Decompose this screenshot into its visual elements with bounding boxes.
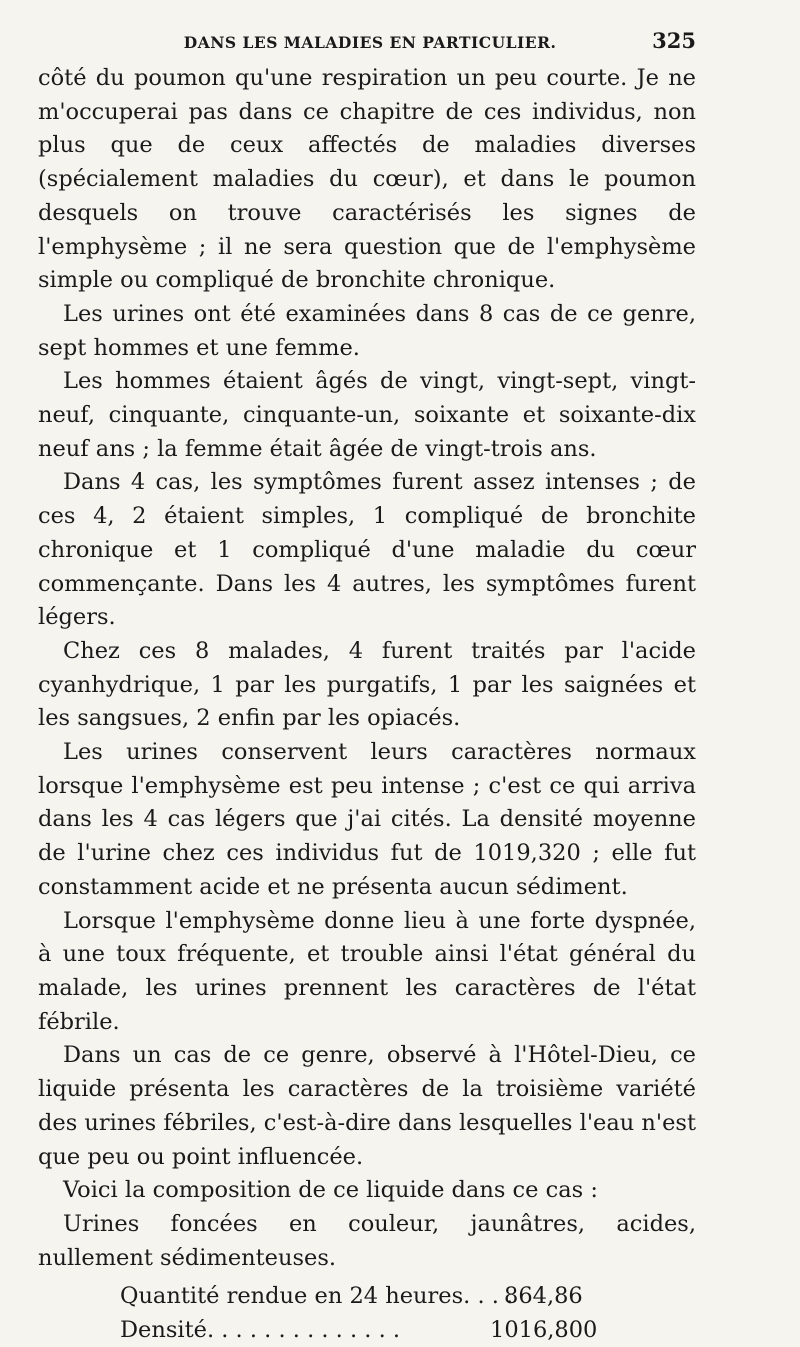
- paragraph: Dans un cas de ce genre, observé à l'Hôtel-Dieu, ce liquide présenta les caractères de la troisième variété des urines fébriles, c'est-à-dire dans lesquelles l'eau n'est que peu ou point influencée.: [38, 1042, 696, 1170]
- paragraph: Les urines ont été examinées dans 8 cas de ce genre, sept hommes et une femme.: [38, 300, 696, 361]
- paragraph: Lorsque l'emphysème donne lieu à une forte dyspnée, à une toux fréquente, et trouble ainsi l'état général du malade, les urines prennent les caractères de l'état fébrile.: [38, 907, 696, 1035]
- row-value: 1016,800: [490, 1317, 598, 1344]
- urine-data-table: [120, 1279, 696, 1347]
- row-value: 864,86: [504, 1283, 583, 1310]
- paragraph: Urines foncées en couleur, jaunâtres, acides, nullement sédimenteuses.: [38, 1210, 696, 1271]
- row-label: Densité. . . . . . . . . . . . . .: [120, 1317, 401, 1344]
- paragraph: Les hommes étaient âgés de vingt, vingt-sept, vingt-neuf, cinquante, cinquante-un, soixante et soixante-dix neuf ans ; la femme était âgée de vingt-trois ans.: [38, 368, 696, 462]
- page-number: 325: [652, 28, 696, 53]
- paragraph: Chez ces 8 malades, 4 furent traités par l'acide cyanhydrique, 1 par les purgatifs, 1 par les saignées et les sangsues, 2 enfin par les opiacés.: [38, 637, 696, 732]
- running-head: DANS LES MALADIES EN PARTICULIER.: [183, 33, 557, 52]
- paragraph: côté du poumon qu'une respiration un peu courte. Je ne m'occuperai pas dans ce chapitre de ces individus, non plus que de ceux affectés de maladies diverses (spécialement maladies du cœur), et dans le poumon desquels on trouve caractérisés les signes de l'emphysème ; il ne sera question que de l'emphysème simple ou compliqué de bronchite chronique.: [38, 65, 696, 294]
- paragraph: Dans 4 cas, les symptômes furent assez intenses ; de ces 4, 2 étaient simples, 1 compliqué de bronchite chronique et 1 compliqué d'une maladie du cœur commençante. Dans les 4 autres, les symptômes furent légers.: [38, 469, 696, 631]
- page-header: [38, 28, 696, 62]
- table-row: [120, 1279, 696, 1313]
- paragraph: Les urines conservent leurs caractères normaux lorsque l'emphysème est peu intense ; c'est ce qui arriva dans les 4 cas légers que j'ai cités. La densité moyenne de l'urine chez ces individus fut de 1019,320 ; elle fut constamment acide et ne présenta aucun sédiment.: [38, 739, 696, 900]
- body-text: [38, 62, 696, 1275]
- paragraph: Voici la composition de ce liquide dans ce cas :: [63, 1177, 598, 1204]
- row-label: Quantité rendue en 24 heures. . . .: [120, 1283, 514, 1310]
- table-row: [120, 1313, 696, 1347]
